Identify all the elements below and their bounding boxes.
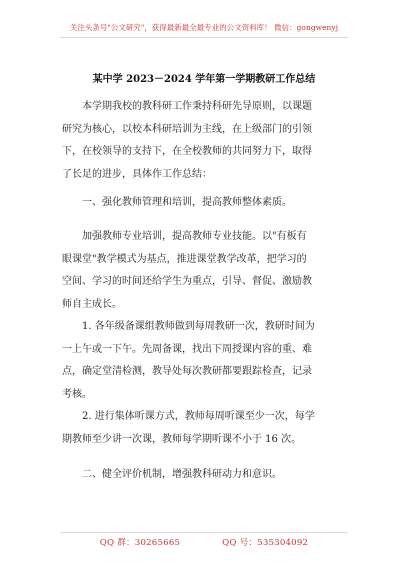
paragraph-line: 考核。 xyxy=(62,388,92,400)
paragraph-line: 一上午或一下午。先周备课，找出下周授课内容的重、难 xyxy=(62,343,312,355)
paragraph-line: 下，在校领导的支持下，在全校教师的共同努力下，取得 xyxy=(62,146,312,157)
paragraph-line: 2. 进行集体听课方式，教师每周听课至少一次，每学 xyxy=(82,411,315,422)
section-heading-text: 二、健全评价机制，增强教科研动力和意识。 xyxy=(82,469,282,480)
header-banner: 关注头条号"公文研究"，获得最新最全最专业的公文资料库！ 微信：gongwenyj xyxy=(69,23,339,32)
header-divider xyxy=(60,37,348,38)
paragraph-line: 本学期我校的教科研工作秉持科研先导原则，以课题 xyxy=(82,101,312,112)
paragraph-intro xyxy=(62,96,350,186)
paragraph-line: 期教师至少讲一次课，教师每学期听课不小于 16 次。 xyxy=(62,433,302,445)
list-item-2 xyxy=(62,406,350,451)
footer-qq-number: QQ 号：535304092 xyxy=(222,538,309,548)
section-heading-1 xyxy=(62,192,350,215)
paragraph-line: 师自主成长。 xyxy=(62,298,122,310)
paragraph-line: 加强教师专业培训，提高教师专业技能。以"有板有 xyxy=(82,231,307,242)
paragraph-line: 眼课堂"教学模式为基点，推进课堂教学改革，把学习的 xyxy=(62,253,307,265)
paragraph-line: 研究为核心，以校本科研培训为主线，在上级部门的引领 xyxy=(62,123,312,135)
paragraph-line: 了长足的进步，具体作工作总结： xyxy=(62,168,212,180)
document-title: 某中学 2023－2024 学年第一学期教研工作总结 xyxy=(92,74,316,85)
section-heading-text: 一、强化教师管理和培训，提高教师整体素质。 xyxy=(82,197,292,208)
paragraph-line: 1. 各年级备课组教师做到每周教研一次，教研时间为 xyxy=(82,321,315,332)
list-item-1 xyxy=(62,316,350,406)
paragraph-line: 空间、学习的时间还给学生为重点，引导、督促、激励教 xyxy=(62,276,312,287)
footer-qq-group: QQ 群：30265665 xyxy=(99,538,181,548)
paragraph-line: 点，确定堂清检测，教导处每次教研都要跟踪检查，记录 xyxy=(62,366,312,377)
footer-contact xyxy=(0,536,408,548)
paragraph-training xyxy=(62,226,350,316)
footer-divider xyxy=(60,532,348,533)
section-heading-2 xyxy=(62,464,350,487)
